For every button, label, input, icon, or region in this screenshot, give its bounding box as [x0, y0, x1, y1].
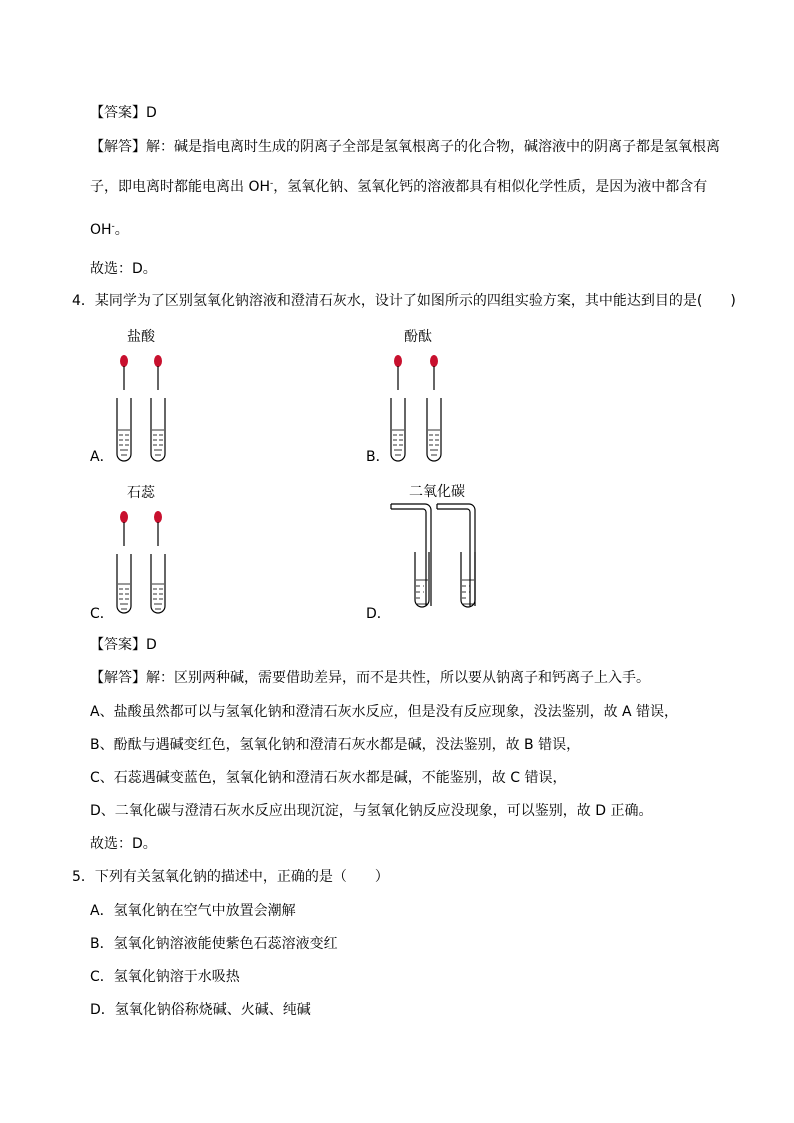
q3-answer: 【答案】D	[90, 105, 157, 121]
q4-stem: 4．某同学为了区别氢氧化钠溶液和澄清石灰水，设计了如图所示的四组实验方案，其中能达到目的是( )	[72, 293, 736, 309]
figure-d-gas-tubes	[385, 500, 485, 615]
q4-analysis-b: B、酚酞与遇碱变红色，氢氧化钠和澄清石灰水都是碱，没法鉴别，故 B 错误，	[90, 737, 581, 753]
liquid-icon	[392, 430, 440, 455]
liquid-icon	[118, 584, 164, 609]
q5-option-c: C．氢氧化钠溶于水吸热	[90, 969, 240, 985]
liquid-icon	[416, 580, 474, 604]
q3-choose: 故选：D。	[90, 261, 157, 277]
q4-analysis: 【解答】解：区别两种碱，需要借助差异，而不是共性，所以要从钠离子和钙离子上入手。	[90, 670, 650, 686]
figure-d-letter: D．	[366, 606, 391, 622]
dropper-icon	[120, 355, 162, 390]
figure-b-test-tubes	[381, 350, 461, 465]
liquid-icon	[118, 430, 164, 455]
q5-stem: 5．下列有关氢氧化钠的描述中，正确的是（ ）	[72, 869, 389, 885]
figure-a-test-tubes	[105, 350, 185, 465]
q3-analysis-line3: OH-。	[90, 221, 129, 238]
figure-c-letter: C．	[90, 606, 114, 622]
figure-c-test-tubes	[105, 506, 185, 621]
q4-choose: 故选：D。	[90, 836, 157, 852]
q4-analysis-a: A、盐酸虽然都可以与氢氧化钠和澄清石灰水反应，但是没有反应现象，没法鉴别，故 A 错误，	[90, 704, 679, 720]
q3-analysis-line1: 【解答】解：碱是指电离时生成的阴离子全部是氢氧根离子的化合物，碱溶液中的阴离子都是氢氧根离	[90, 139, 720, 155]
test-tube-icon	[391, 398, 441, 461]
test-tube-icon	[415, 552, 475, 607]
dropper-icon	[394, 355, 438, 390]
q5-option-b: B．氢氧化钠溶液能使紫色石蕊溶液变红	[90, 936, 338, 952]
q5-option-a: A．氢氧化钠在空气中放置会潮解	[90, 903, 296, 919]
q4-analysis-d: D、二氧化碳与澄清石灰水反应出现沉淀，与氢氧化钠反应没现象，可以鉴别，故 D 正确。	[90, 803, 653, 819]
figure-a-reagent-label: 盐酸	[127, 329, 155, 345]
figure-d-reagent-label: 二氧化碳	[409, 484, 465, 500]
test-tube-icon	[117, 398, 165, 461]
figure-c-reagent-label: 石蕊	[127, 485, 155, 501]
q4-analysis-c: C、石蕊遇碱变蓝色，氢氧化钠和澄清石灰水都是碱，不能鉴别，故 C 错误，	[90, 770, 567, 786]
q5-option-d: D．氢氧化钠俗称烧碱、火碱、纯碱	[90, 1002, 311, 1018]
figure-b-letter: B．	[366, 449, 390, 465]
dropper-icon	[120, 511, 162, 546]
figure-a-letter: A．	[90, 449, 114, 465]
q4-answer: 【答案】D	[90, 637, 157, 653]
gas-delivery-tube-icon	[391, 504, 475, 606]
q3-analysis-line2: 子，即电离时都能电离出 OH-，氢氧化钠、氢氧化钙的溶液都具有相似化学性质，是因为液中都含有	[90, 178, 708, 195]
figure-b-reagent-label: 酚酞	[404, 329, 432, 345]
